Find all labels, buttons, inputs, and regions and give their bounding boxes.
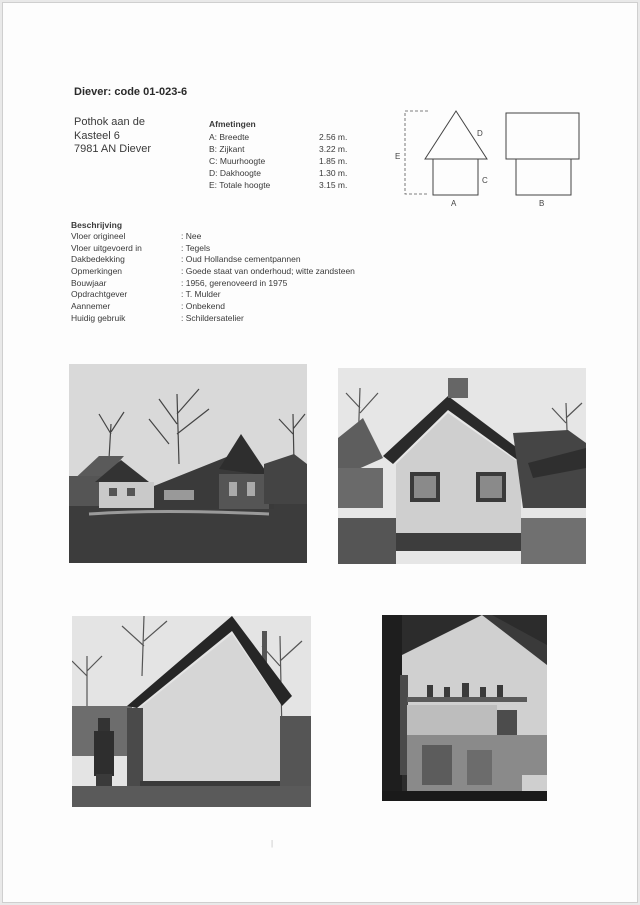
address-line: Kasteel 6	[74, 129, 120, 142]
description-key: Bouwjaar	[71, 277, 107, 288]
address-line: 7981 AN Diever	[74, 143, 152, 155]
label-c: C	[482, 176, 488, 185]
description-key: Opdrachtgever	[71, 289, 128, 300]
description-row	[71, 266, 355, 278]
description-row	[71, 301, 355, 313]
afmetingen-table	[209, 119, 347, 191]
label-a: A	[451, 199, 457, 208]
description-row	[71, 254, 355, 266]
front-wall-outline	[433, 159, 478, 195]
description-key: Huidig gebruik	[71, 312, 126, 323]
description-key: Aannemer	[71, 301, 111, 312]
description-row	[71, 313, 355, 325]
address-block	[74, 116, 151, 157]
dimension-row	[209, 131, 347, 143]
description-row	[71, 278, 355, 290]
address-line: Pothok aan de	[74, 116, 145, 128]
dimension-label: A: Breedte	[209, 132, 250, 142]
scan-mark: |	[271, 839, 274, 848]
document-title: Diever: code 01-023-6	[74, 86, 188, 98]
dimension-value: 3.22 m.	[319, 144, 348, 154]
description-value: : Onbekend	[181, 301, 225, 312]
label-e: E	[395, 152, 401, 161]
description-value: : Schildersatelier	[181, 312, 244, 323]
beschrijving-table	[71, 220, 355, 325]
label-b: B	[539, 199, 545, 208]
beschrijving-heading: Beschrijving	[71, 220, 123, 230]
photo-front	[338, 368, 586, 564]
description-row	[71, 231, 355, 243]
description-value: : Oud Hollandse cementpannen	[181, 254, 301, 265]
description-value: : Goede staat van onderhoud; witte zandsteen	[181, 266, 355, 277]
dimension-label: B: Zijkant	[209, 144, 245, 154]
dimension-label: E: Totale hoogte	[209, 180, 271, 190]
description-key: Opmerkingen	[71, 266, 123, 277]
dimension-row	[209, 167, 347, 179]
photo-interior	[382, 615, 547, 801]
document-page	[2, 2, 638, 903]
dimension-value: 3.15 m.	[319, 180, 348, 190]
dimension-row	[209, 155, 347, 167]
description-value: : Nee	[181, 231, 202, 241]
photo-side	[72, 616, 311, 807]
height-bracket	[405, 111, 428, 194]
dimension-value: 2.56 m.	[319, 132, 348, 142]
dimension-value: 1.85 m.	[319, 156, 348, 166]
dimension-row	[209, 143, 347, 155]
description-row	[71, 243, 355, 255]
dimension-value: 1.30 m.	[319, 168, 348, 178]
dimension-sketch	[391, 107, 591, 212]
photo-overview	[69, 364, 307, 563]
description-row	[71, 289, 355, 301]
description-value: : T. Mulder	[181, 289, 221, 300]
label-d: D	[477, 129, 483, 138]
description-key: Vloer uitgevoerd in	[71, 242, 142, 253]
side-roof-outline	[506, 113, 579, 159]
dimension-label: C: Muurhoogte	[209, 156, 266, 166]
description-value: : 1956, gerenoveerd in 1975	[181, 277, 288, 288]
description-value: : Tegels	[181, 242, 211, 253]
description-key: Vloer origineel	[71, 231, 126, 241]
description-key: Dakbedekking	[71, 254, 125, 265]
dimension-row	[209, 179, 347, 191]
afmetingen-heading: Afmetingen	[209, 119, 256, 129]
dimension-label: D: Dakhoogte	[209, 168, 261, 178]
side-wall-outline	[516, 159, 571, 195]
